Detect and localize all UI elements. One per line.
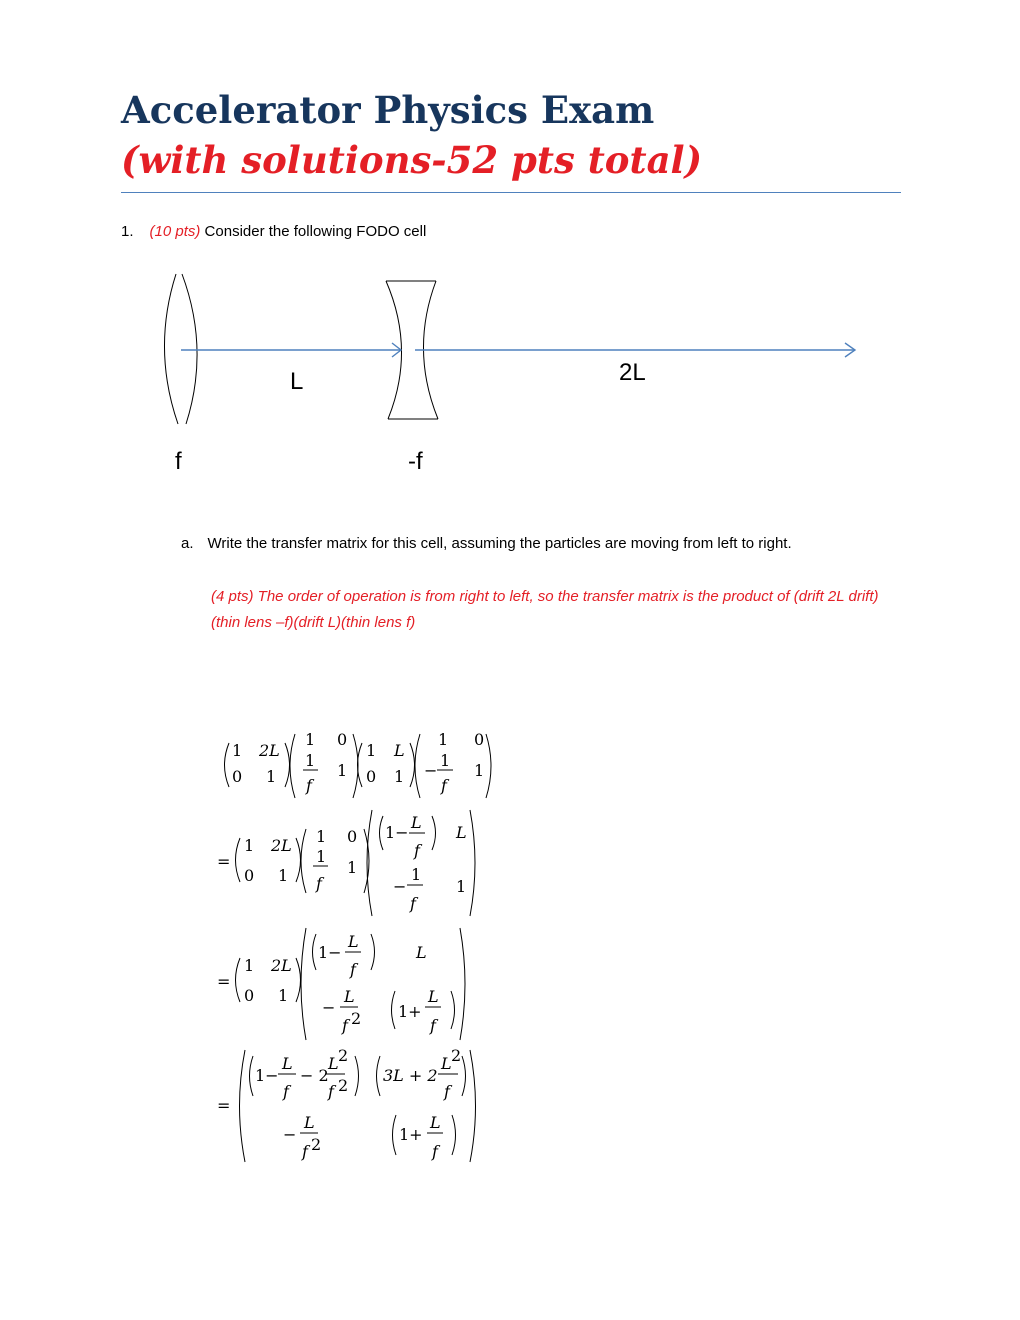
part-a-text: Write the transfer matrix for this cell, assuming the particles are moving from left to right. xyxy=(207,535,792,552)
part-a-letter: a. xyxy=(181,535,194,552)
svg-text:f: f xyxy=(342,1016,348,1035)
matrix-product-row-1 xyxy=(225,730,492,798)
svg-text:1−: 1− xyxy=(385,823,409,842)
svg-text:L: L xyxy=(348,932,359,951)
svg-text:f: f xyxy=(414,841,420,860)
svg-text:f: f xyxy=(432,1142,438,1161)
svg-text:1: 1 xyxy=(266,767,277,786)
svg-text:1: 1 xyxy=(278,986,289,1005)
drift-arrow-L xyxy=(181,343,401,357)
svg-text:f: f xyxy=(350,960,356,979)
svg-text:1+: 1+ xyxy=(398,1002,422,1021)
svg-text:1: 1 xyxy=(232,741,243,760)
page-subtitle: (with solutions-52 pts total) xyxy=(121,138,703,182)
svg-text:−: − xyxy=(393,877,407,896)
svg-text:1: 1 xyxy=(456,877,467,896)
svg-text:0: 0 xyxy=(244,986,255,1005)
svg-text:1: 1 xyxy=(244,956,255,975)
part-a-answer: (4 pts) The order of operation is from right to left, so the transfer matrix is the product of (drift 2L drift)(thin lens –f)(drift L)(thin lens f) xyxy=(211,588,879,631)
svg-text:2: 2 xyxy=(451,1046,462,1065)
svg-text:L: L xyxy=(394,741,405,760)
svg-text:L: L xyxy=(416,943,427,962)
svg-text:=: = xyxy=(217,972,231,991)
svg-text:2: 2 xyxy=(311,1135,322,1154)
svg-text:2: 2 xyxy=(338,1076,349,1095)
svg-text:1: 1 xyxy=(305,751,316,770)
svg-text:2L: 2L xyxy=(271,836,292,855)
matrix-product-row-2 xyxy=(217,810,475,916)
part-a-question xyxy=(181,534,792,554)
svg-text:0: 0 xyxy=(232,767,243,786)
svg-text:0: 0 xyxy=(244,866,255,885)
svg-text:1: 1 xyxy=(278,866,289,885)
svg-text:L: L xyxy=(328,1054,339,1073)
svg-text:=: = xyxy=(217,1096,231,1115)
question-text: Consider the following FODO cell xyxy=(204,223,427,240)
svg-text:f: f xyxy=(302,1142,308,1161)
drift-arrow-2L xyxy=(415,343,855,357)
svg-text:f: f xyxy=(328,1082,334,1101)
svg-text:L: L xyxy=(441,1054,452,1073)
svg-text:0: 0 xyxy=(347,827,358,846)
defocus-label: -f xyxy=(408,448,423,475)
svg-text:1: 1 xyxy=(394,767,405,786)
svg-text:2: 2 xyxy=(338,1046,349,1065)
svg-text:L: L xyxy=(428,987,439,1006)
svg-text:f: f xyxy=(410,894,416,913)
svg-text:1−: 1− xyxy=(255,1066,279,1085)
matrix-product-row-4 xyxy=(217,1046,476,1162)
svg-text:=: = xyxy=(217,852,231,871)
svg-text:L: L xyxy=(430,1113,441,1132)
svg-text:f: f xyxy=(444,1082,450,1101)
svg-text:f: f xyxy=(430,1016,436,1035)
svg-text:L: L xyxy=(411,813,422,832)
page-title: Accelerator Physics Exam xyxy=(121,88,655,132)
svg-text:1: 1 xyxy=(474,761,485,780)
svg-text:1: 1 xyxy=(316,847,327,866)
svg-text:2L: 2L xyxy=(259,741,280,760)
drift-label-L: L xyxy=(290,368,304,395)
svg-text:3L + 2: 3L + 2 xyxy=(383,1066,438,1085)
focusing-lens-icon xyxy=(164,274,197,424)
svg-text:1: 1 xyxy=(305,730,316,749)
svg-text:1: 1 xyxy=(411,865,422,884)
svg-text:1: 1 xyxy=(244,836,255,855)
svg-text:− 2: − 2 xyxy=(300,1066,329,1085)
svg-text:−: − xyxy=(322,998,336,1017)
svg-text:1+: 1+ xyxy=(399,1125,423,1144)
svg-text:1: 1 xyxy=(347,858,358,877)
svg-text:0: 0 xyxy=(366,767,377,786)
question-number: 1. xyxy=(121,223,134,240)
svg-text:1: 1 xyxy=(316,827,327,846)
svg-text:L: L xyxy=(456,823,467,842)
svg-text:1: 1 xyxy=(366,741,377,760)
svg-text:2: 2 xyxy=(351,1009,362,1028)
svg-text:L: L xyxy=(282,1054,293,1073)
svg-text:0: 0 xyxy=(474,730,485,749)
drift-label-2L: 2L xyxy=(619,359,646,386)
svg-text:L: L xyxy=(344,987,355,1006)
svg-text:0: 0 xyxy=(337,730,348,749)
question-points: (10 pts) xyxy=(149,223,201,240)
svg-text:f: f xyxy=(283,1082,289,1101)
svg-text:f: f xyxy=(441,776,447,795)
svg-text:1−: 1− xyxy=(318,943,342,962)
svg-text:−: − xyxy=(424,761,438,780)
matrix-product-row-3 xyxy=(217,928,465,1040)
svg-text:f: f xyxy=(316,874,322,893)
svg-text:1: 1 xyxy=(440,751,451,770)
svg-text:1: 1 xyxy=(438,730,449,749)
svg-text:2L: 2L xyxy=(271,956,292,975)
svg-text:−: − xyxy=(283,1125,297,1144)
svg-text:f: f xyxy=(306,776,312,795)
svg-text:L: L xyxy=(304,1113,315,1132)
svg-text:1: 1 xyxy=(337,761,348,780)
focus-label: f xyxy=(175,448,182,475)
